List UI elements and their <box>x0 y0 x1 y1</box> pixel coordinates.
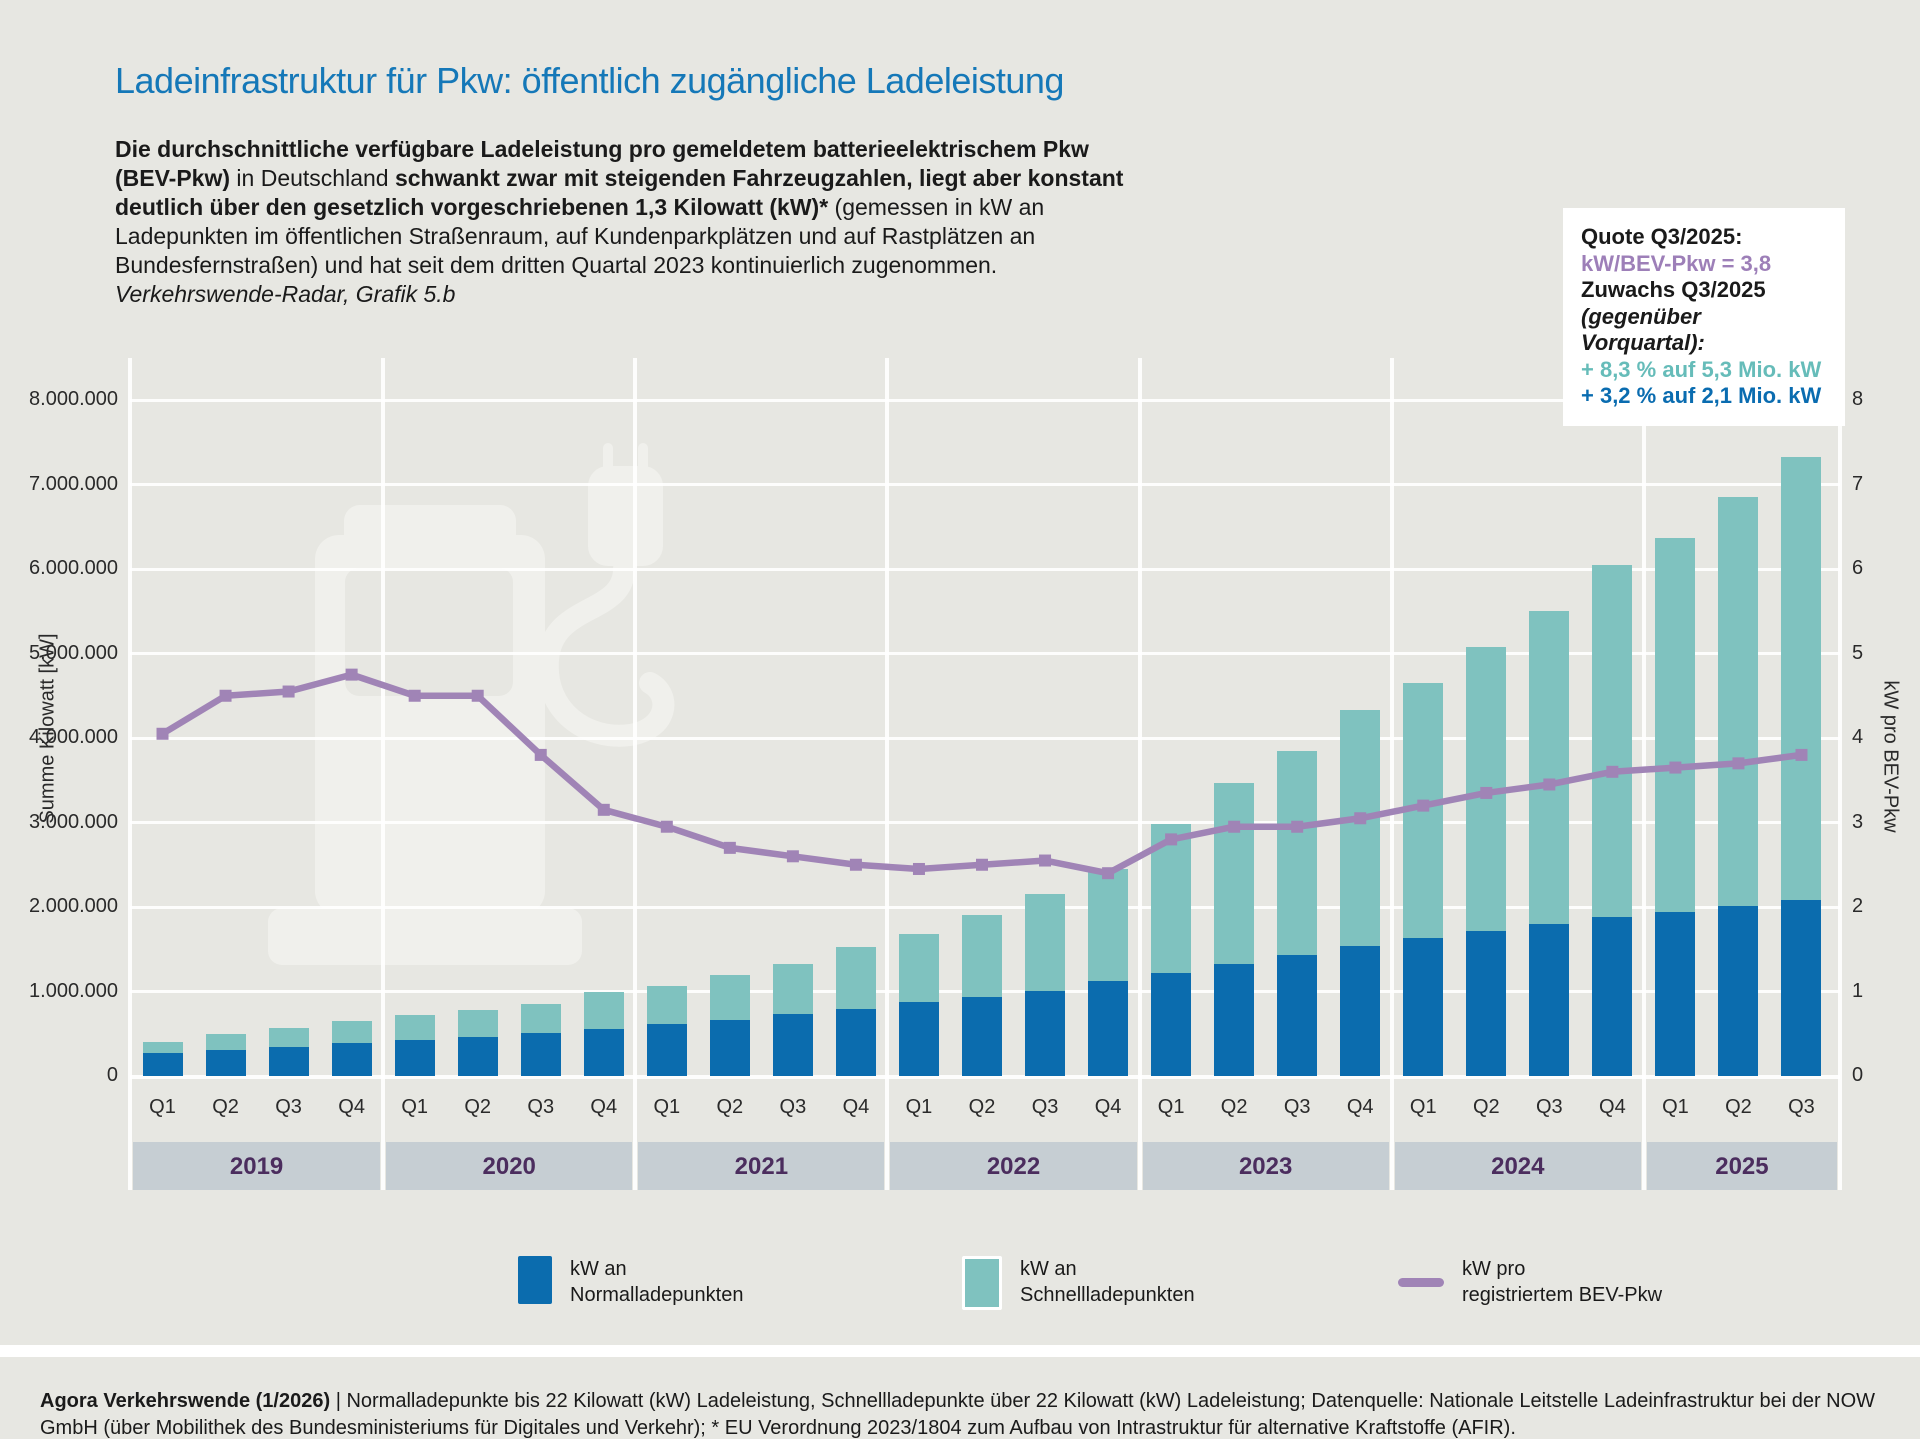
year-label: 2022 <box>986 1153 1041 1180</box>
right-axis-tick-label: 6 <box>1852 557 1864 579</box>
legend-label-line: kW pro <box>1462 1258 1526 1280</box>
line-marker <box>1102 867 1114 879</box>
intro-regular-1: in Deutschland <box>236 165 395 191</box>
line-marker <box>1543 778 1555 790</box>
left-axis-tick-label: 7.000.000 <box>29 472 118 495</box>
left-axis-tick-label: 4.000.000 <box>29 726 118 748</box>
line-marker <box>913 863 925 875</box>
quarter-label: Q4 <box>338 1096 365 1118</box>
line-marker <box>661 821 673 833</box>
right-axis-tick-label: 5 <box>1852 641 1864 664</box>
quarter-label: Q2 <box>1220 1096 1248 1118</box>
callout-growth-normal: + 3,2 % auf 2,1 Mio. kW <box>1581 383 1822 408</box>
quarter-label: Q2 <box>464 1096 492 1118</box>
line-marker <box>283 686 295 698</box>
footer-note <box>40 1388 1885 1439</box>
legend-item-normal <box>518 1256 743 1308</box>
legend-label <box>570 1256 743 1308</box>
callout-growth-sublabel: (gegenüber Vorquartal): <box>1581 303 1705 355</box>
callout-box <box>1563 208 1845 426</box>
left-axis-tick-label: 1.000.000 <box>29 979 118 1002</box>
line-marker <box>1669 762 1681 774</box>
legend-label-line: registriertem BEV-Pkw <box>1462 1284 1663 1306</box>
line-marker <box>976 859 988 871</box>
footer-separator: | <box>330 1390 347 1412</box>
year-label: 2024 <box>1491 1153 1545 1180</box>
intro-regular-2: (gemessen in kW an Ladepunkten im öffentlichen Straßenraum, auf Kundenparkplätzen und auf Rastplätzen an Bundesfernstraßen) und hat seit dem dritten Quartal 2023 kontinuierlich zugenommen. <box>115 194 1045 278</box>
left-axis-tick-label: 3.000.000 <box>29 810 118 833</box>
right-axis-tick-label: 7 <box>1852 472 1864 495</box>
quarter-label: Q2 <box>1472 1096 1500 1118</box>
quarter-label: Q3 <box>1535 1096 1563 1118</box>
callout-growth-fast: + 8,3 % auf 5,3 Mio. kW <box>1581 356 1822 382</box>
year-label: 2025 <box>1715 1153 1769 1180</box>
legend-label-line: Schnellladepunkten <box>1020 1284 1195 1306</box>
quarter-label: Q4 <box>1599 1096 1626 1118</box>
line-marker <box>1480 787 1492 799</box>
left-axis-tick-label: 5.000.000 <box>29 641 118 664</box>
line-series-swatch <box>1398 1278 1444 1287</box>
quarter-label: Q4 <box>590 1096 618 1118</box>
legend-label <box>1462 1256 1662 1308</box>
line-marker <box>787 850 799 862</box>
line-marker <box>724 842 736 854</box>
legend-item-kw-per-bev <box>1398 1256 1662 1308</box>
legend-label-line: Normalladepunkten <box>570 1284 744 1306</box>
quarter-label: Q1 <box>653 1096 681 1118</box>
left-axis-title: Summe Kilowatt [kW] <box>36 633 59 824</box>
quarter-label: Q3 <box>275 1096 302 1118</box>
left-axis-tick-label: 2.000.000 <box>29 895 118 917</box>
line-marker <box>409 690 421 702</box>
legend-item-fast <box>962 1256 1195 1310</box>
line-marker <box>220 690 232 702</box>
year-label: 2020 <box>482 1153 536 1180</box>
fast-charging-swatch <box>962 1256 1002 1310</box>
line-marker <box>1228 821 1240 833</box>
line-marker <box>1039 855 1051 867</box>
quarter-label: Q4 <box>1346 1096 1374 1118</box>
line-marker <box>157 728 169 740</box>
intro-source-reference: Verkehrswende-Radar, Grafik 5.b <box>115 281 456 307</box>
page-title: Ladeinfrastruktur für Pkw: öffentlich zugängliche Ladeleistung <box>115 60 1064 102</box>
line-marker <box>1291 821 1303 833</box>
line-marker <box>1354 812 1366 824</box>
footer-source: Agora Verkehrswende (1/2026) <box>40 1390 331 1412</box>
quarter-label: Q3 <box>527 1096 555 1118</box>
left-axis-tick-label: 8.000.000 <box>29 388 118 410</box>
line-marker <box>850 859 862 871</box>
callout-growth-label: Zuwachs Q3/2025 <box>1581 277 1766 302</box>
quarter-label: Q1 <box>149 1096 176 1118</box>
legend-label-line: kW an <box>570 1258 627 1280</box>
right-axis-tick-label: 2 <box>1852 895 1864 917</box>
right-axis-tick-label: 0 <box>1852 1064 1864 1086</box>
footer-divider <box>0 1345 1920 1357</box>
year-label: 2021 <box>734 1153 789 1180</box>
left-axis-tick-label: 0 <box>106 1064 118 1086</box>
right-axis-tick-label: 3 <box>1852 810 1864 833</box>
line-marker <box>346 669 358 681</box>
year-label: 2023 <box>1238 1153 1293 1180</box>
callout-quote-label: Quote Q3/2025: <box>1581 224 1743 249</box>
chart-legend <box>0 1256 1920 1326</box>
quarter-label: Q2 <box>716 1096 744 1118</box>
quarter-label: Q2 <box>1725 1096 1752 1118</box>
line-marker <box>1606 766 1618 778</box>
right-axis-tick-label: 4 <box>1852 726 1864 748</box>
year-label: 2019 <box>229 1153 284 1180</box>
quarter-label: Q2 <box>212 1096 239 1118</box>
quarter-label: Q4 <box>1094 1096 1122 1118</box>
line-marker <box>1732 757 1744 769</box>
right-axis-tick-label: 1 <box>1852 979 1864 1002</box>
line-marker <box>472 690 484 702</box>
legend-label <box>1020 1256 1195 1310</box>
intro-bold-1: Die durchschnittliche verfügbare Ladeleistung pro gemeldetem batterieelektrischem Pkw (BEV-Pkw) <box>115 136 1089 191</box>
quarter-label: Q1 <box>905 1096 933 1118</box>
left-axis-tick-label: 6.000.000 <box>29 557 118 579</box>
intro-bold-2: schwankt zwar mit steigenden Fahrzeugzahlen, liegt aber konstant deutlich über den gesetzlich vorgeschriebenen 1,3 Kilowatt (kW)* <box>115 165 1124 220</box>
right-axis-tick-label: 8 <box>1852 388 1864 410</box>
quarter-label: Q1 <box>1157 1096 1185 1118</box>
line-marker <box>598 804 610 816</box>
line-marker <box>1165 833 1177 845</box>
quarter-label: Q3 <box>779 1096 807 1118</box>
line-marker <box>1417 800 1429 812</box>
quarter-label: Q1 <box>401 1096 428 1118</box>
footer-text: Normalladepunkte bis 22 Kilowatt (kW) Ladeleistung, Schnellladepunkte über 22 Kilowatt (kW) Ladeleistung; Datenquelle: Nationale Leitstelle Ladeinfrastruktur bei der NOW GmbH (über Mobilithek des Bundesministeriums für Digitales und Verkehr); * EU Verordnung 2023/1804 zum Aufbau von Intrastruktur für alternative Kraftstoffe (AFIR). <box>40 1390 1876 1439</box>
quarter-label: Q2 <box>968 1096 996 1118</box>
quarter-label: Q1 <box>1409 1096 1437 1118</box>
callout-quote-value: kW/BEV-Pkw = 3,8 <box>1581 250 1772 276</box>
quarter-label: Q3 <box>1031 1096 1059 1118</box>
legend-label-line: kW an <box>1020 1258 1077 1280</box>
normal-charging-swatch <box>518 1256 552 1304</box>
quarter-label: Q3 <box>1788 1096 1815 1118</box>
quarter-label: Q4 <box>842 1096 870 1118</box>
quarter-label: Q1 <box>1662 1096 1689 1118</box>
right-axis-title: kW pro BEV-Pkw <box>1879 680 1902 833</box>
quarter-label: Q3 <box>1283 1096 1311 1118</box>
line-marker <box>1795 749 1807 761</box>
line-marker <box>535 749 547 761</box>
